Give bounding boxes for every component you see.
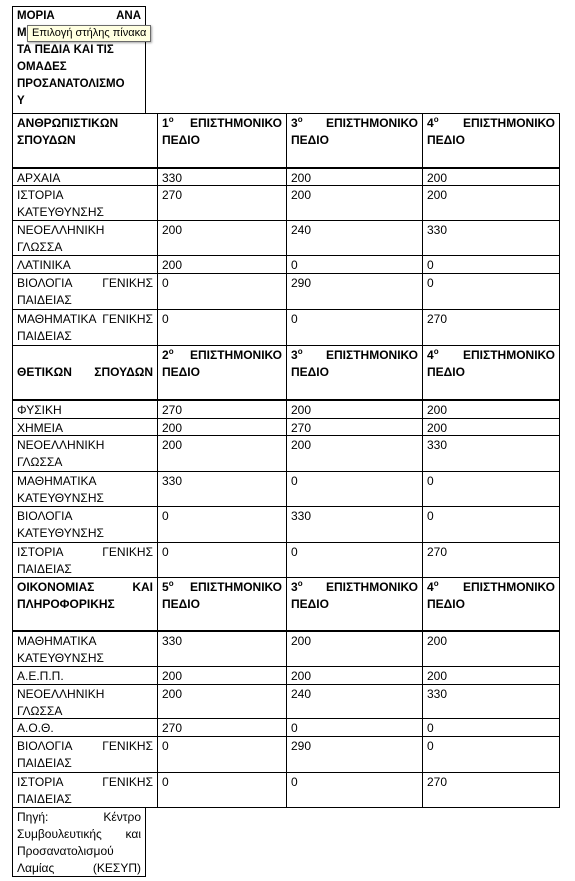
subject-cell[interactable]: ΙΣΤΟΡΙΑ ΚΑΤΕΥΘΥΝΣΗΣ	[12, 185, 158, 221]
value-cell[interactable]: 0	[286, 772, 423, 808]
ordinal-mark: ο	[297, 347, 303, 356]
field-suffix: ΠΕΔΙΟ	[162, 365, 200, 379]
value-cell[interactable]: 0	[157, 772, 287, 808]
field-number: 3	[291, 580, 298, 594]
field-header-line	[291, 115, 418, 132]
source-note: Πηγή: Κέντρο Συμβουλευτικής και Προσανατολισμού Λαμίας (ΚΕΣΥΠ)	[12, 807, 146, 877]
field-header-cell[interactable]	[422, 345, 560, 400]
value-cell[interactable]: 330	[286, 506, 423, 543]
subject-cell[interactable]: ΙΣΤΟΡΙΑ ΓΕΝΙΚΗΣ ΠΑΙΔΕΙΑΣ	[12, 542, 158, 579]
value-cell[interactable]: 270	[157, 185, 287, 221]
value-cell[interactable]: 270	[286, 418, 423, 436]
field-prefix: ΕΠΙΣΤΗΜΟΝΙΚΟ	[190, 580, 282, 594]
value-cell[interactable]: 200	[286, 666, 423, 685]
field-header-line	[291, 347, 418, 364]
header-line-3: ΤΑ ΠΕΔΙΑ ΚΑΙ ΤΙΣ	[17, 44, 114, 56]
value-cell[interactable]: 270	[422, 772, 560, 808]
value-cell[interactable]: 200	[157, 435, 287, 472]
field-header-line	[427, 115, 555, 132]
subject-cell[interactable]: ΝΕΟΕΛΛΗΝΙΚΗ ΓΛΩΣΣΑ	[12, 435, 158, 472]
ordinal-mark: ο	[297, 115, 303, 124]
value-cell[interactable]: 0	[286, 542, 423, 579]
value-cell[interactable]: 200	[157, 220, 287, 256]
subject-cell[interactable]: Α.Ε.Π.Π.	[12, 666, 158, 685]
subject-cell[interactable]: ΜΑΘΗΜΑΤΙΚΑ ΚΑΤΕΥΘΥΝΣΗΣ	[12, 471, 158, 507]
value-cell[interactable]: 200	[157, 418, 287, 436]
value-cell[interactable]: 330	[422, 684, 560, 719]
value-cell[interactable]: 0	[422, 471, 560, 507]
value-cell[interactable]: 330	[157, 168, 287, 186]
header-line-1: ΜΟΡΙΑ ΑΝΑ	[17, 10, 141, 22]
subject-cell[interactable]: ΛΑΤΙΝΙΚΑ	[12, 255, 158, 274]
column-select-tooltip: Επιλογή στήλης πίνακα	[27, 25, 151, 42]
field-header-cell[interactable]	[286, 577, 423, 631]
value-cell[interactable]: 290	[286, 736, 423, 773]
value-cell[interactable]: 200	[286, 631, 423, 667]
value-cell[interactable]: 290	[286, 273, 423, 310]
subject-cell[interactable]: ΜΑΘΗΜΑΤΙΚΑ ΓΕΝΙΚΗΣ ΠΑΙΔΕΙΑΣ	[12, 309, 158, 346]
value-cell[interactable]: 270	[422, 309, 560, 346]
field-suffix: ΠΕΔΙΟ	[162, 133, 200, 147]
table-header-cell[interactable]	[12, 6, 146, 114]
field-prefix: ΕΠΙΣΤΗΜΟΝΙΚΟ	[326, 348, 418, 362]
value-cell[interactable]: 200	[422, 631, 560, 667]
ordinal-mark: ο	[433, 579, 439, 588]
header-line-2: Μ	[17, 27, 27, 39]
subject-cell[interactable]: ΑΡΧΑΙΑ	[12, 168, 158, 186]
value-cell[interactable]: 330	[157, 471, 287, 507]
field-header-line	[162, 579, 282, 596]
ordinal-mark: ο	[168, 115, 174, 124]
value-cell[interactable]: 200	[286, 185, 423, 221]
subject-cell[interactable]: ΧΗΜΕΙΑ	[12, 418, 158, 436]
field-header-cell[interactable]	[286, 345, 423, 400]
value-cell[interactable]: 200	[157, 666, 287, 685]
field-header-cell[interactable]	[157, 113, 287, 168]
field-header-line	[291, 579, 418, 596]
field-header-cell[interactable]	[422, 113, 560, 168]
value-cell[interactable]: 0	[286, 471, 423, 507]
subject-cell[interactable]: ΜΑΘΗΜΑΤΙΚΑ ΚΑΤΕΥΘΥΝΣΗΣ	[12, 631, 158, 667]
value-cell[interactable]: 0	[157, 736, 287, 773]
value-cell[interactable]: 0	[157, 542, 287, 579]
value-cell[interactable]: 200	[157, 684, 287, 719]
value-cell[interactable]: 270	[422, 542, 560, 579]
field-header-cell[interactable]	[422, 577, 560, 631]
field-prefix: ΕΠΙΣΤΗΜΟΝΙΚΟ	[326, 580, 418, 594]
value-cell[interactable]: 0	[157, 506, 287, 543]
field-suffix: ΠΕΔΙΟ	[162, 597, 200, 611]
field-prefix: ΕΠΙΣΤΗΜΟΝΙΚΟ	[463, 348, 555, 362]
header-line-4: ΟΜΑΔΕΣ	[17, 61, 67, 73]
value-cell[interactable]: 330	[422, 220, 560, 256]
field-number: 1	[162, 116, 169, 130]
value-cell[interactable]: 0	[157, 309, 287, 346]
value-cell[interactable]: 0	[422, 506, 560, 543]
value-cell[interactable]: 240	[286, 684, 423, 719]
value-cell[interactable]: 200	[157, 255, 287, 274]
value-cell[interactable]: 200	[422, 418, 560, 436]
ordinal-mark: ο	[168, 347, 174, 356]
header-line-6: Υ	[17, 95, 25, 107]
value-cell[interactable]: 200	[422, 666, 560, 685]
field-header-cell[interactable]	[157, 577, 287, 631]
subject-cell[interactable]: ΝΕΟΕΛΛΗΝΙΚΗ ΓΛΩΣΣΑ	[12, 220, 158, 256]
value-cell[interactable]: 330	[157, 631, 287, 667]
value-cell[interactable]: 0	[422, 718, 560, 737]
value-cell[interactable]: 200	[286, 400, 423, 419]
field-number: 5	[162, 580, 169, 594]
field-suffix: ΠΕΔΙΟ	[291, 597, 329, 611]
ordinal-mark: ο	[433, 347, 439, 356]
field-header-cell[interactable]	[286, 113, 423, 168]
value-cell[interactable]: 200	[286, 168, 423, 186]
field-prefix: ΕΠΙΣΤΗΜΟΝΙΚΟ	[190, 348, 282, 362]
field-number: 3	[291, 116, 298, 130]
value-cell[interactable]: 0	[422, 255, 560, 274]
field-header-cell[interactable]	[157, 345, 287, 400]
value-cell[interactable]: 200	[422, 185, 560, 221]
value-cell[interactable]: 0	[422, 736, 560, 773]
field-suffix: ΠΕΔΙΟ	[291, 365, 329, 379]
subject-cell[interactable]: ΒΙΟΛΟΓΙΑ ΓΕΝΙΚΗΣ ΠΑΙΔΕΙΑΣ	[12, 736, 158, 773]
value-cell[interactable]: 0	[157, 273, 287, 310]
field-number: 2	[162, 348, 169, 362]
ordinal-mark: ο	[297, 579, 303, 588]
field-prefix: ΕΠΙΣΤΗΜΟΝΙΚΟ	[463, 580, 555, 594]
ordinal-mark: ο	[433, 115, 439, 124]
value-cell[interactable]: 0	[286, 718, 423, 737]
field-suffix: ΠΕΔΙΟ	[427, 597, 465, 611]
value-cell[interactable]: 200	[286, 435, 423, 472]
group-title-cell[interactable]: ΟΙΚΟΝΟΜΙΑΣ ΚΑΙ ΠΛΗΡΟΦΟΡΙΚΗΣ	[12, 577, 158, 631]
value-cell[interactable]: 0	[286, 255, 423, 274]
field-prefix: ΕΠΙΣΤΗΜΟΝΙΚΟ	[326, 116, 418, 130]
field-number: 4	[427, 116, 434, 130]
value-cell[interactable]: 200	[422, 400, 560, 419]
field-suffix: ΠΕΔΙΟ	[427, 365, 465, 379]
group-title-cell[interactable]: ΘΕΤΙΚΩΝ ΣΠΟΥΔΩΝ	[12, 345, 158, 400]
field-header-line	[427, 579, 555, 596]
value-cell[interactable]: 0	[422, 273, 560, 310]
value-cell[interactable]: 270	[157, 718, 287, 737]
field-header-line	[162, 115, 282, 132]
value-cell[interactable]: 330	[422, 435, 560, 472]
value-cell[interactable]: 0	[286, 309, 423, 346]
subject-cell[interactable]: ΒΙΟΛΟΓΙΑ ΚΑΤΕΥΘΥΝΣΗΣ	[12, 506, 158, 543]
field-prefix: ΕΠΙΣΤΗΜΟΝΙΚΟ	[190, 116, 282, 130]
ordinal-mark: ο	[168, 579, 174, 588]
field-number: 4	[427, 580, 434, 594]
value-cell[interactable]: 200	[422, 168, 560, 186]
subject-cell[interactable]: ΦΥΣΙΚΗ	[12, 400, 158, 419]
group-title-cell[interactable]: ΑΝΘΡΩΠΙΣΤΙΚΩΝ ΣΠΟΥΔΩΝ	[12, 113, 158, 168]
value-cell[interactable]: 270	[157, 400, 287, 419]
subject-cell[interactable]: ΙΣΤΟΡΙΑ ΓΕΝΙΚΗΣ ΠΑΙΔΕΙΑΣ	[12, 772, 158, 808]
field-header-line	[162, 347, 282, 364]
header-line-5: ΠΡΟΣΑΝΑΤΟΛΙΣΜΟ	[17, 78, 125, 90]
field-header-line	[427, 347, 555, 364]
field-suffix: ΠΕΔΙΟ	[291, 133, 329, 147]
field-suffix: ΠΕΔΙΟ	[427, 133, 465, 147]
field-number: 3	[291, 348, 298, 362]
subject-cell[interactable]: Α.Ο.Θ.	[12, 718, 158, 737]
field-prefix: ΕΠΙΣΤΗΜΟΝΙΚΟ	[463, 116, 555, 130]
subject-cell[interactable]: ΝΕΟΕΛΛΗΝΙΚΗ ΓΛΩΣΣΑ	[12, 684, 158, 719]
field-number: 4	[427, 348, 434, 362]
subject-cell[interactable]: ΒΙΟΛΟΓΙΑ ΓΕΝΙΚΗΣ ΠΑΙΔΕΙΑΣ	[12, 273, 158, 310]
value-cell[interactable]: 240	[286, 220, 423, 256]
